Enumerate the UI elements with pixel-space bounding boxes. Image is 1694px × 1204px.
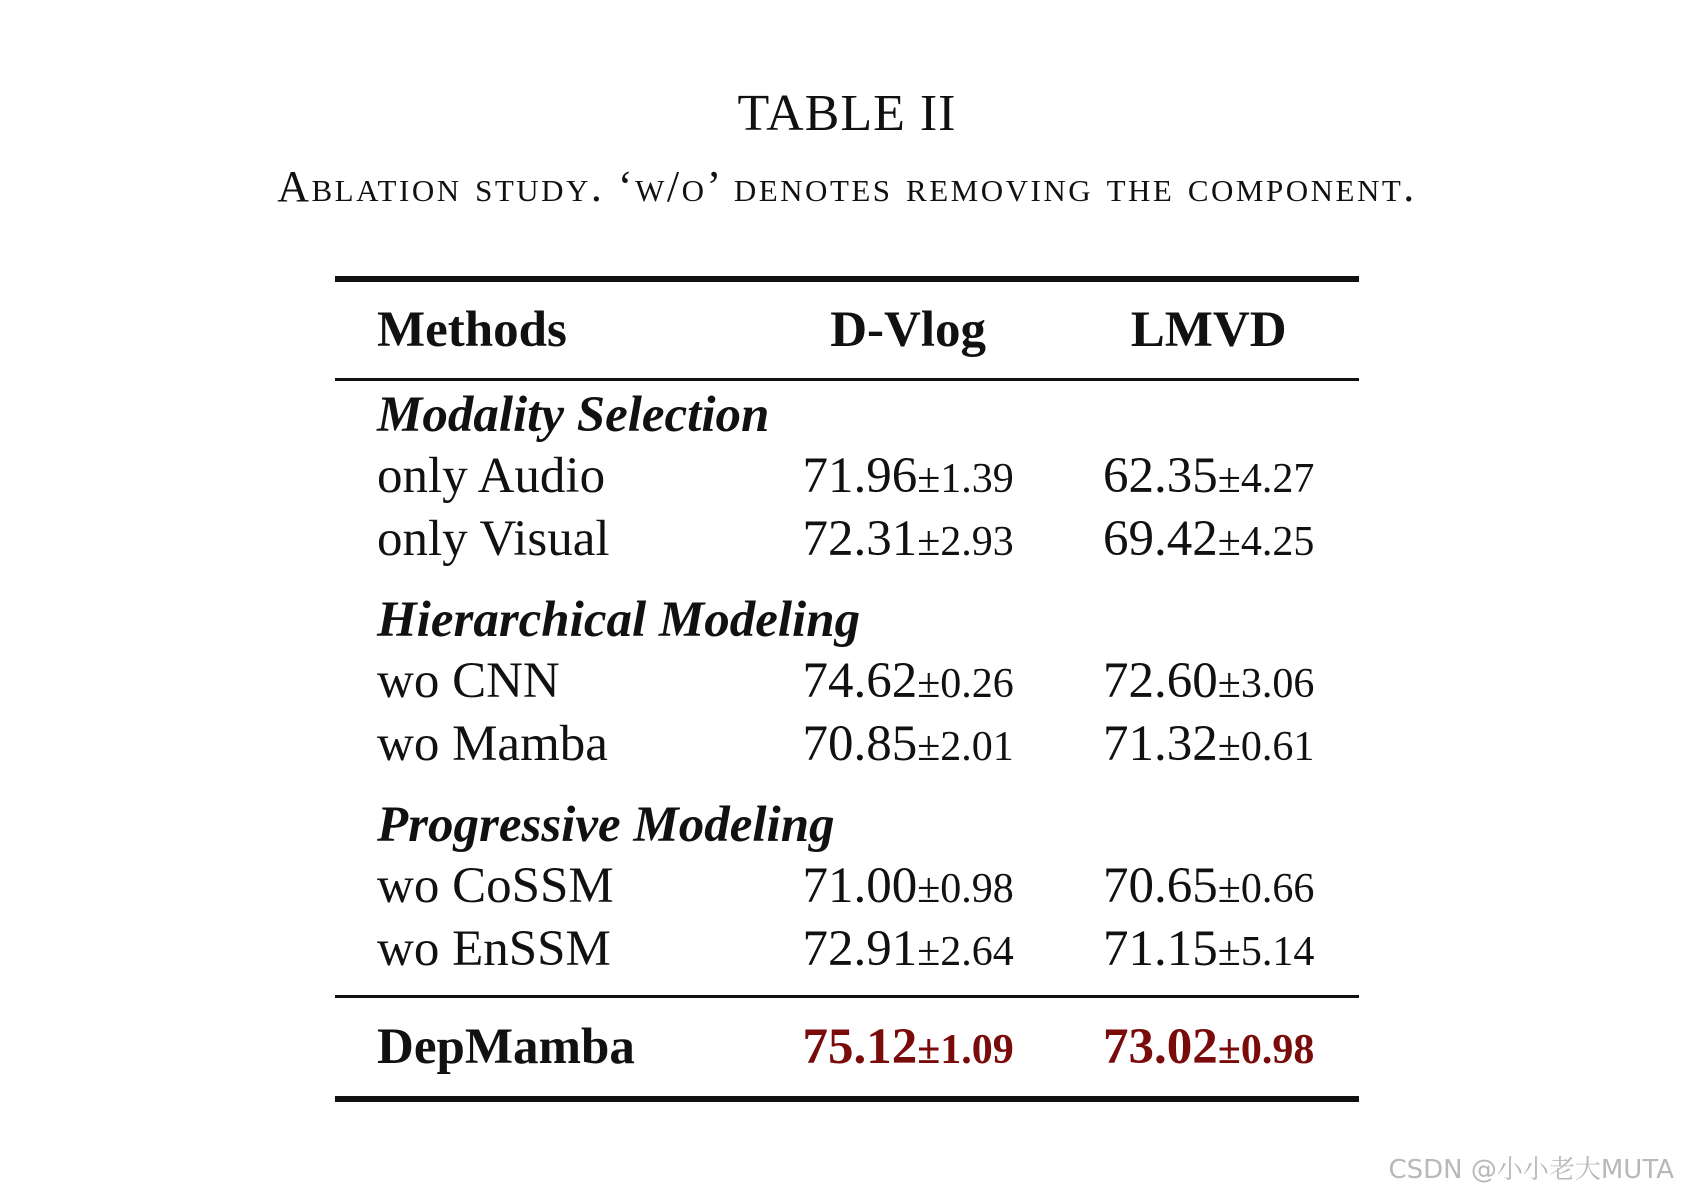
dvlog-std: ±1.39 [917, 456, 1014, 502]
lmvd-value: 62.35 [1103, 448, 1218, 504]
section-row-modality-selection [335, 380, 1359, 446]
lmvd-value: 71.15 [1103, 921, 1218, 977]
section-title: Progressive Modeling [377, 797, 835, 853]
lmvd-std: ±0.61 [1217, 724, 1315, 770]
lmvd-std: ±0.66 [1217, 866, 1315, 912]
lmvd-std: ±0.98 [1217, 1026, 1315, 1073]
method-cell: wo CNN [377, 653, 560, 709]
method-cell: wo CoSSM [377, 858, 614, 914]
lmvd-value: 73.02 [1103, 1018, 1218, 1075]
lmvd-value: 69.42 [1103, 511, 1218, 567]
lmvd-cell-best [1058, 997, 1359, 1100]
dvlog-value: 70.85 [802, 716, 918, 772]
lmvd-std: ±4.25 [1217, 519, 1315, 565]
lmvd-std: ±4.27 [1217, 456, 1315, 502]
dvlog-cell [758, 650, 1059, 713]
dvlog-std: ±0.26 [917, 661, 1014, 707]
table-row [335, 650, 1359, 713]
dvlog-std: ±2.64 [917, 929, 1014, 975]
lmvd-cell [1058, 445, 1359, 508]
lmvd-cell [1058, 713, 1359, 776]
table-row [335, 855, 1359, 918]
header-dvlog: D-Vlog [758, 279, 1059, 380]
dvlog-value: 74.62 [802, 653, 918, 709]
dvlog-value: 75.12 [802, 1018, 918, 1075]
table-body [335, 380, 1359, 1100]
lmvd-value: 72.60 [1103, 653, 1218, 709]
dvlog-std: ±2.01 [917, 724, 1014, 770]
dvlog-std: ±0.98 [917, 866, 1014, 912]
lmvd-value: 71.32 [1103, 716, 1218, 772]
lmvd-std: ±3.06 [1217, 661, 1315, 707]
dvlog-value: 72.31 [802, 511, 918, 567]
table-caption: Ablation study. ‘w/o’ denotes removing the component. [277, 162, 1417, 211]
ablation-table-container [335, 276, 1359, 1102]
spacer-row [335, 981, 1359, 997]
lmvd-cell [1058, 918, 1359, 981]
watermark: CSDN @小小老大MUTA [1388, 1155, 1674, 1185]
header-methods: Methods [335, 279, 758, 380]
table-row [335, 918, 1359, 981]
dvlog-cell [758, 508, 1059, 571]
dvlog-value: 72.91 [802, 921, 918, 977]
method-cell: DepMamba [335, 997, 758, 1100]
dvlog-cell [758, 918, 1059, 981]
table-row [335, 508, 1359, 571]
dvlog-cell [758, 855, 1059, 918]
section-row-progressive-modeling [335, 776, 1359, 855]
method-cell: wo EnSSM [377, 921, 611, 977]
method-cell: only Audio [377, 448, 606, 504]
method-cell: wo Mamba [377, 716, 608, 772]
spacer-cell [335, 981, 1359, 997]
section-title: Modality Selection [377, 387, 770, 443]
dvlog-cell [758, 445, 1059, 508]
dvlog-std: ±1.09 [917, 1026, 1014, 1073]
lmvd-std: ±5.14 [1217, 929, 1315, 975]
table-row [335, 445, 1359, 508]
lmvd-cell [1058, 650, 1359, 713]
dvlog-std: ±2.93 [917, 519, 1014, 565]
final-row-depmamba [335, 997, 1359, 1100]
method-cell: only Visual [377, 511, 610, 567]
lmvd-cell [1058, 508, 1359, 571]
lmvd-value: 70.65 [1103, 858, 1218, 914]
dvlog-value: 71.96 [802, 448, 918, 504]
dvlog-value: 71.00 [802, 858, 918, 914]
dvlog-cell-best [758, 997, 1059, 1100]
header-lmvd: LMVD [1058, 279, 1359, 380]
table-label: TABLE II [737, 85, 957, 142]
lmvd-cell [1058, 855, 1359, 918]
table-row [335, 713, 1359, 776]
ablation-table [335, 276, 1359, 1102]
dvlog-cell [758, 713, 1059, 776]
header-row [335, 279, 1359, 380]
section-title: Hierarchical Modeling [377, 592, 861, 648]
section-row-hierarchical-modeling [335, 571, 1359, 650]
